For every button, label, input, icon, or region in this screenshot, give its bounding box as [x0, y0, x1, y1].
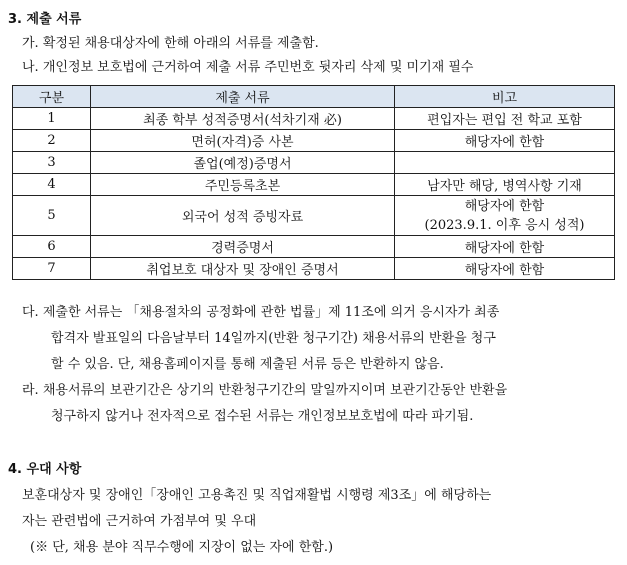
row-number: 6	[13, 236, 91, 258]
section-3-title: 3. 제출 서류	[8, 12, 82, 27]
table-row	[13, 258, 615, 280]
header-document: 제출 서류	[91, 86, 395, 108]
header-category: 구분	[13, 86, 91, 108]
row-document: 경력증명서	[91, 236, 395, 258]
row-number: 3	[13, 152, 91, 174]
item-da-line-1: 다. 제출한 서류는 「채용절차의 공정화에 관한 법률」제 11조에 의거 응시자가 최종	[22, 305, 500, 320]
row-document: 주민등록초본	[91, 174, 395, 196]
item-ra-line-2: 청구하지 않거나 전자적으로 접수된 서류는 개인정보보호법에 따라 파기됨.	[51, 409, 474, 424]
item-na: 나. 개인정보 보호법에 근거하여 제출 서류 주민번호 뒷자리 삭제 및 미기재 필수	[22, 60, 474, 75]
row-note: 남자만 해당, 병역사항 기재	[395, 174, 615, 196]
item-da-line-2: 합격자 발표일의 다음날부터 14일까지(반환 청구기간) 채용서류의 반환을 청구	[51, 331, 496, 346]
section-4-title: 4. 우대 사항	[8, 462, 82, 477]
preference-note: (※ 단, 채용 분야 직무수행에 지장이 없는 자에 한함.)	[30, 540, 334, 555]
documents-table	[12, 85, 615, 280]
row-note-line: 해당자에 한함	[464, 198, 545, 214]
row-document: 면허(자격)증 사본	[91, 130, 395, 152]
row-note: 편입자는 편입 전 학교 포함	[395, 108, 615, 130]
row-number: 7	[13, 258, 91, 280]
row-number: 5	[13, 196, 91, 236]
item-da-line-3: 할 수 있음. 단, 채용홈페이지를 통해 제출된 서류 등은 반환하지 않음.	[51, 357, 444, 372]
table-row	[13, 130, 615, 152]
table-row	[13, 152, 615, 174]
row-document: 외국어 성적 증빙자료	[91, 196, 395, 236]
item-ra-line-1: 라. 채용서류의 보관기간은 상기의 반환청구기간의 말일까지이며 보관기간동안 반환을	[22, 383, 508, 398]
row-number: 1	[13, 108, 91, 130]
row-document: 취업보호 대상자 및 장애인 증명서	[91, 258, 395, 280]
preference-line-1: 보훈대상자 및 장애인「장애인 고용촉진 및 직업재활법 시행령 제3조」에 해당하는	[22, 488, 492, 503]
header-note: 비고	[395, 86, 615, 108]
row-note: 해당자에 한함	[395, 130, 615, 152]
row-note: 해당자에 한함	[395, 236, 615, 258]
table-row	[13, 108, 615, 130]
table-row	[13, 236, 615, 258]
preference-line-2: 자는 관련법에 근거하여 가점부여 및 우대	[22, 514, 257, 529]
row-note: 해당자에 한함	[395, 258, 615, 280]
table-header-row	[13, 86, 615, 108]
row-note	[395, 152, 615, 174]
row-document: 졸업(예정)증명서	[91, 152, 395, 174]
row-number: 2	[13, 130, 91, 152]
row-document: 최종 학부 성적증명서(석차기재 必)	[91, 108, 395, 130]
row-number: 4	[13, 174, 91, 196]
row-note-line: (2023.9.1. 이후 응시 성적)	[424, 217, 585, 233]
table-row	[13, 196, 615, 236]
item-ga: 가. 확정된 채용대상자에 한해 아래의 서류를 제출함.	[22, 36, 319, 51]
row-note	[395, 196, 615, 236]
table-row	[13, 174, 615, 196]
